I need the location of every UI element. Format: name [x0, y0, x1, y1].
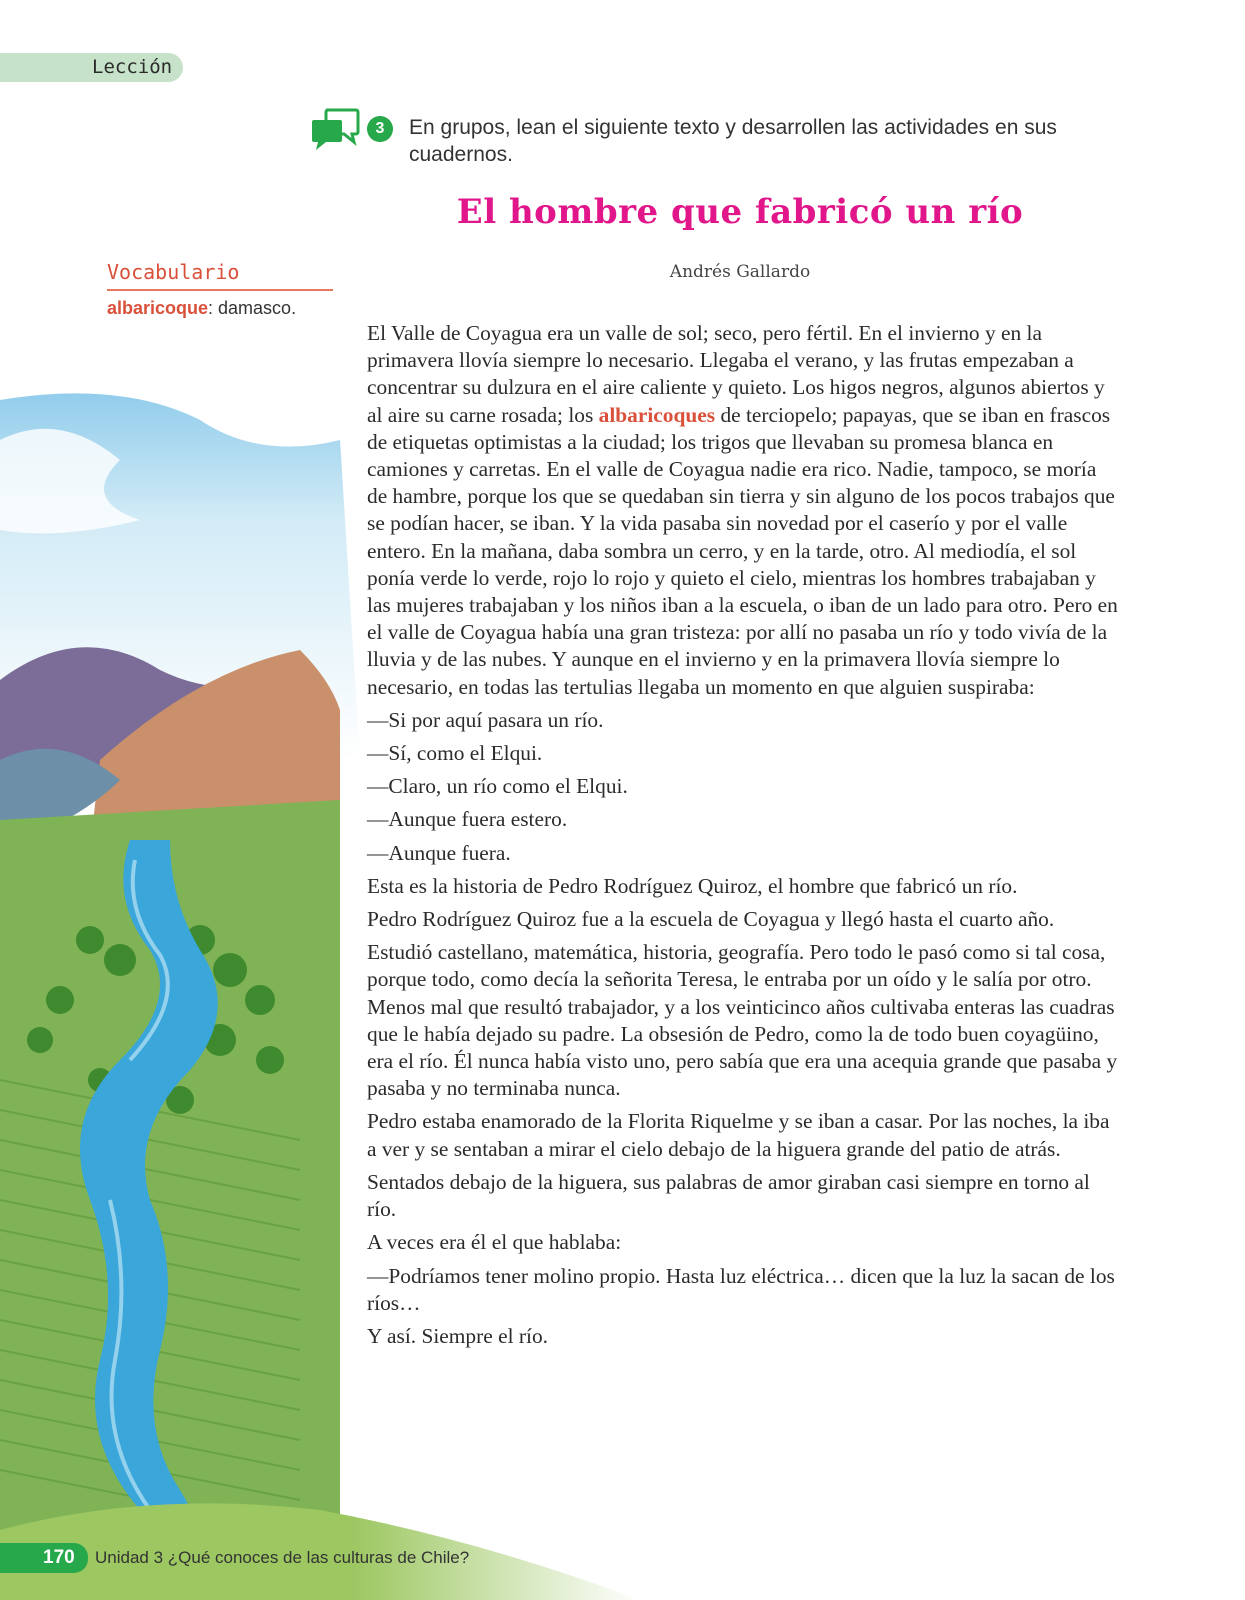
- paragraph-6: Sentados debajo de la higuera, sus palabras de amor giraban casi siempre en torno al río.: [367, 1169, 1090, 1222]
- paragraph-7: A veces era él el que hablaba:: [367, 1230, 622, 1255]
- paragraph-4: Estudió castellano, matemática, historia, geografía. Pero todo le pasó como si tal cosa, porque todo, como decía la señorita Teresa, le entraba por un oído y le salía por otro. Menos mal que resultó trabajador, y a los veinticinco años cultivaba enteras las cuadras que le había dejado su padre. La obsesión de Pedro, como la de todo buen coyagüino, era el río. Él nunca había visto uno, pero sabía que era una acequia grande que pasaba y pasaba y no terminaba nunca.: [367, 940, 1118, 1101]
- vocabulary-entry: [107, 298, 296, 319]
- unit-footer-text: Unidad 3 ¿Qué conoces de las culturas de Chile?: [95, 1548, 470, 1567]
- story-body: [367, 320, 1119, 1356]
- paragraph-5: Pedro estaba enamorado de la Florita Riquelme y se iban a casar. Por las noches, la iba a ver y se sentaban a mirar el cielo debajo de la higuera grande del patio de atrás.: [367, 1109, 1110, 1161]
- story-title: El hombre que fabricó un río: [456, 192, 1024, 232]
- paragraph-1-end: de terciopelo; papayas, que se iban en frascos de etiquetas optimistas a la ciudad; los trigos que llevaban su promesa blanca en camiones y carretas. En el valle de Coyagua nadie era rico. Nadie, tampoco, se moría de hambre, porque los que se quedaban sin tierra y sin alguno de los pocos trabajos que se podían hacer, se iban. Y la vida pasaba sin novedad por el caserío y por el valle entero. En la mañana, daba sombra un cerro, y en la tarde, otro. Al mediodía, el sol ponía verde lo verde, rojo lo rojo y quieto el cielo, mientras los hombres trabajaban y las mujeres trabajaban y los niños iban a la escuela, o iban de un lado para otro. Pero en el valle de Coyagua había una gran tristeza: por allí no pasaba un río y todo vivía de la lluvia y de las nubes. Y aunque en el invierno y en la primavera llovía siempre lo necesario, en todas las tertulias llegaba un momento en que alguien suspiraba:: [367, 402, 1118, 699]
- paragraph-1: [367, 320, 1119, 701]
- paragraph-9: Y así. Siempre el río.: [367, 1323, 548, 1348]
- dialogue-line-3: —Claro, un río como el Elqui.: [367, 774, 628, 799]
- paragraph-3: Pedro Rodríguez Quiroz fue a la escuela de Coyagua y llegó hasta el cuarto año.: [367, 907, 1055, 932]
- page-number-tab: [0, 1543, 88, 1573]
- page-number: 170: [43, 1547, 75, 1568]
- dialogue-line-2: —Sí, como el Elqui.: [367, 741, 543, 766]
- activity-number-badge: 3: [367, 116, 393, 142]
- dialogue-line-1: —Si por aquí pasara un río.: [367, 707, 604, 732]
- vocabulary-term: albaricoque: [107, 298, 209, 318]
- vocabulary-definition: : damasco.: [208, 298, 297, 318]
- vocabulary-keyword: albaricoques: [598, 402, 716, 427]
- lesson-tab: [0, 53, 183, 82]
- activity-instruction: En grupos, lean el siguiente texto y desarrollen las actividades en sus cuadernos.: [409, 116, 1057, 166]
- story-author: Andrés Gallardo: [669, 262, 811, 282]
- paragraph-2: Esta es la historia de Pedro Rodríguez Quiroz, el hombre que fabricó un río.: [367, 873, 1018, 898]
- group-discussion-icon: [312, 106, 360, 152]
- dialogue-line-4: —Aunque fuera estero.: [367, 807, 568, 832]
- vocabulary-heading: Vocabulario: [107, 260, 333, 291]
- paragraph-1-start: El Valle de Coyagua era un valle de sol; seco, pero fértil. En el invierno y en la primavera llovía siempre lo necesario. Llegaba el verano, y las frutas empezaban a concentrar su dulzura en el aire caliente y quieto. Los higos negros, algunos abiertos y al aire su carne rosada; los: [367, 321, 1105, 427]
- lesson-tab-label: Lección: [92, 56, 173, 78]
- dialogue-line-5: —Aunque fuera.: [367, 840, 511, 865]
- paragraph-8: —Podríamos tener molino propio. Hasta luz eléctrica… dicen que la luz la sacan de los ríos…: [367, 1263, 1115, 1315]
